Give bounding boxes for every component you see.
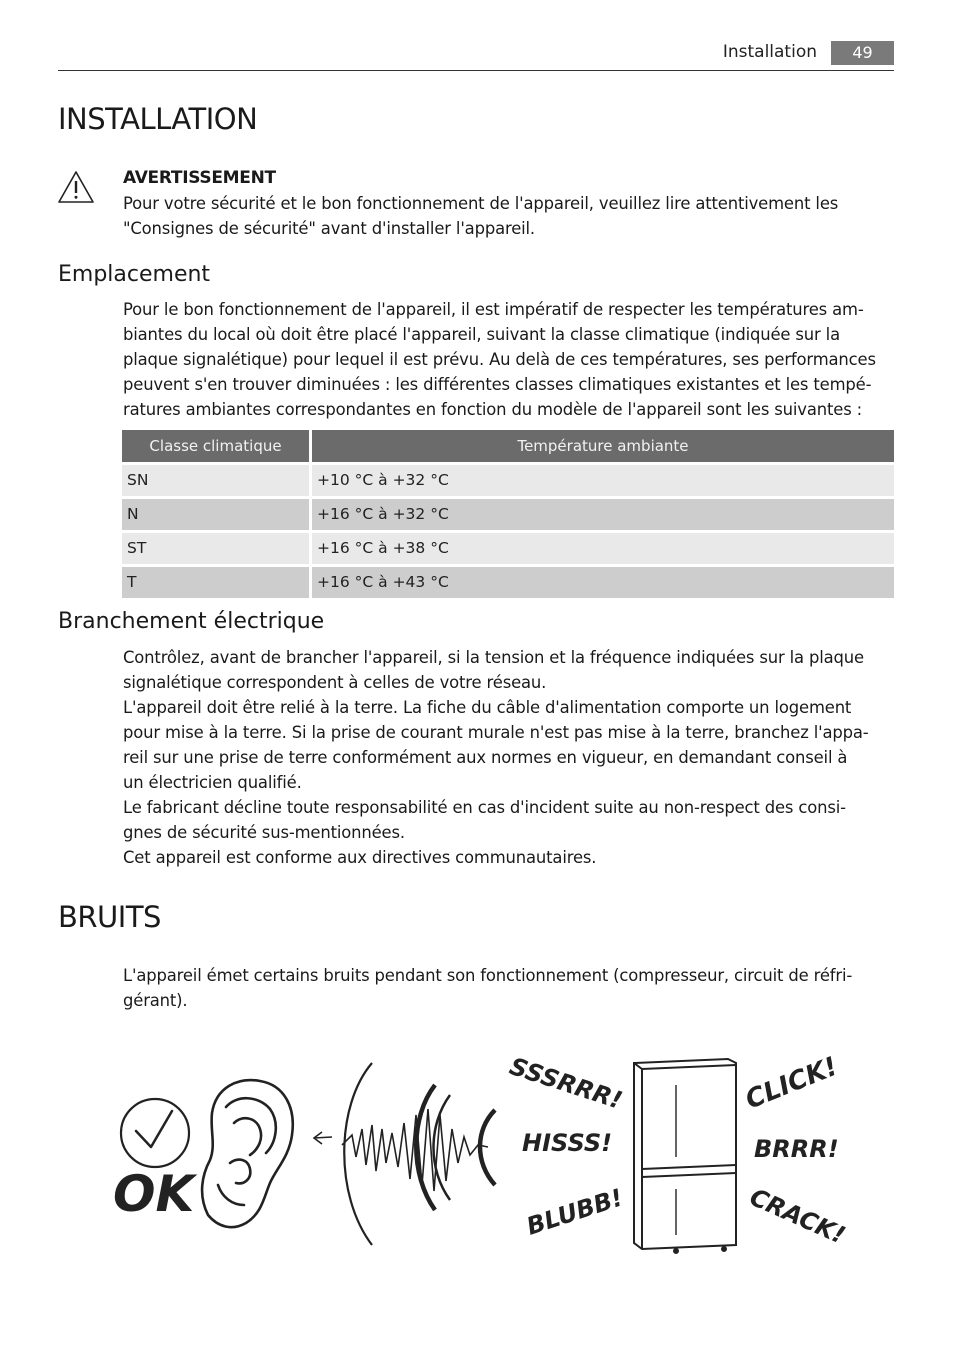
- text-line: plaque signalétique) pour lequel il est prévu. Au delà de ces températures, ses performances: [123, 350, 876, 369]
- table-row: [122, 499, 894, 530]
- table-cell-temperature: +10 °C à +32 °C: [312, 465, 894, 496]
- text-line: L'appareil doit être relié à la terre. La fiche du câble d'alimentation comporte un logement: [123, 698, 852, 717]
- text-line: L'appareil émet certains bruits pendant son fonctionnement (compresseur, circuit de réfri-: [123, 966, 853, 985]
- table-cell-temperature: +16 °C à +43 °C: [312, 567, 894, 598]
- ok-label: OK: [113, 1165, 195, 1223]
- text-line: reil sur une prise de terre conformément aux normes en vigueur, en demandant conseil à: [123, 748, 848, 767]
- sound-label: CRACK!: [745, 1182, 850, 1250]
- branchement-paragraph: [123, 645, 913, 870]
- table-cell-class: N: [122, 499, 309, 530]
- table-cell-class: ST: [122, 533, 309, 564]
- text-line: un électricien qualifié.: [123, 773, 302, 792]
- section-title-bruits: BRUITS: [58, 900, 161, 934]
- refrigerator-icon: [634, 1059, 736, 1253]
- sound-label: SSSRRR!: [506, 1052, 626, 1115]
- running-header-section: Installation: [722, 42, 817, 62]
- ok-check-icon: [113, 1099, 198, 1223]
- bruits-paragraph: [123, 963, 913, 1013]
- ear-icon: [202, 1080, 293, 1227]
- text-line: gérant).: [123, 991, 188, 1010]
- warning-line: "Consignes de sécurité" avant d'installer l'appareil.: [123, 219, 535, 238]
- text-line: pour mise à la terre. Si la prise de courant murale n'est pas mise à la terre, branchez l'appa-: [123, 723, 869, 742]
- text-line: peuvent s'en trouver diminuées : les différentes classes climatiques existantes et les tempé-: [123, 375, 872, 394]
- climate-class-table: [122, 430, 894, 598]
- text-line: ratures ambiantes correspondantes en fonction du modèle de l'appareil sont les suivantes :: [123, 400, 863, 419]
- sound-label: HISSS!: [522, 1129, 613, 1157]
- subsection-title-branchement: Branchement électrique: [58, 609, 325, 634]
- table-cell-class: T: [122, 567, 309, 598]
- text-line: Pour le bon fonctionnement de l'appareil, il est impératif de respecter les températures am-: [123, 300, 864, 319]
- table-cell-class: SN: [122, 465, 309, 496]
- sound-wave-icon: [314, 1063, 495, 1245]
- warning-title: AVERTISSEMENT: [123, 168, 276, 188]
- sound-label: CLICK!: [741, 1051, 843, 1116]
- warning-triangle-icon: [57, 170, 95, 204]
- text-line: gnes de sécurité sus-mentionnées.: [123, 823, 405, 842]
- text-line: Cet appareil est conforme aux directives communautaires.: [123, 848, 597, 867]
- text-line: signalétique correspondent à celles de votre réseau.: [123, 673, 547, 692]
- text-line: biantes du local où doit être placé l'appareil, suivant la classe climatique (indiquée sur la: [123, 325, 840, 344]
- page-number: 49: [831, 41, 894, 65]
- column-header-temperature: Température ambiante: [312, 430, 894, 462]
- section-title-installation: INSTALLATION: [58, 102, 258, 136]
- subsection-title-emplacement: Emplacement: [58, 262, 211, 287]
- table-row: [122, 533, 894, 564]
- column-header-class: Classe climatique: [122, 430, 309, 462]
- warning-text: [123, 191, 903, 241]
- table-cell-temperature: +16 °C à +32 °C: [312, 499, 894, 530]
- sound-label: BRRR!: [754, 1135, 839, 1163]
- text-line: Le fabricant décline toute responsabilité en cas d'incident suite au non-respect des consi-: [123, 798, 846, 817]
- noise-illustration: [110, 1045, 870, 1260]
- header-divider: [58, 70, 894, 71]
- table-cell-temperature: +16 °C à +38 °C: [312, 533, 894, 564]
- text-line: Contrôlez, avant de brancher l'appareil, si la tension et la fréquence indiquées sur la plaque: [123, 648, 864, 667]
- warning-line: Pour votre sécurité et le bon fonctionnement de l'appareil, veuillez lire attentivement les: [123, 194, 839, 213]
- sound-label: BLUBB!: [523, 1183, 627, 1241]
- table-header-row: [122, 430, 894, 462]
- table-row: [122, 567, 894, 598]
- table-row: [122, 465, 894, 496]
- emplacement-paragraph: [123, 297, 913, 422]
